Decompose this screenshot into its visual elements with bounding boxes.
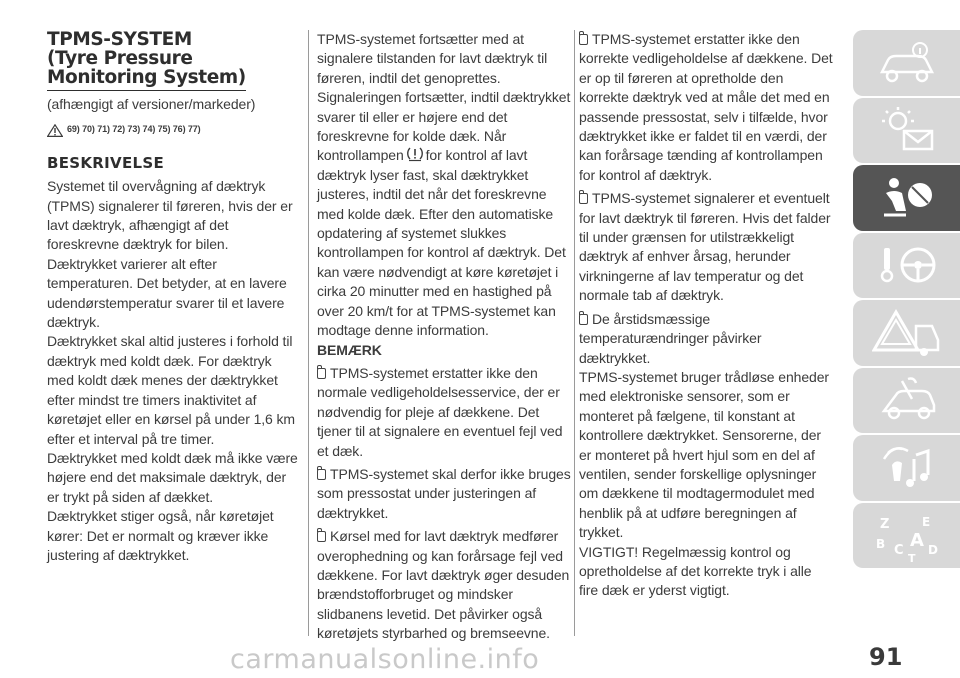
chapter-tabs xyxy=(853,30,960,570)
emergency-icon xyxy=(872,306,942,360)
paragraph: Systemet til overvågning af dæktryk (TPMS) signalerer til føreren, hvis der er lavt dæktryk, afhængigt af det foreskrevne dæktryk for bilen. xyxy=(47,178,293,253)
note-item: TPMS-systemet erstatter ikke den normale vedligeholdelsesservice, der er nødvendig for pleje af dækkene. Det tjener til at signalere en eventuel fejl ved et dæk. xyxy=(317,364,563,459)
index-letter: A xyxy=(909,530,924,552)
car-info-icon xyxy=(872,36,942,90)
paragraph: TPMS-systemet fortsætter med at signalere tilstanden for lavt dæktryk til føreren, indtil det genoprettes. Signaleringen fortsætter, indtil dæktrykket svarer til eller er højere end det foreskrevne for kolde dæk. Når kontrollampen for kontrol af lavt dæktryk lyser fast, skal dæktrykket justeres, indtil det når det foreskrevne med kolde dæk. Efter den automatiske opdatering af systemet slukkes kontrollampen for kontrol af dæktryk. Det kan være nødvendigt at køre køretøjet i cirka 20 minutter med en hastighed på over 20 km/t for at TPMS-systemet kan modtage denne information. xyxy=(317,31,571,339)
index-icon xyxy=(872,508,942,562)
tab-warning-lights[interactable] xyxy=(853,98,960,164)
tab-car-info[interactable] xyxy=(853,30,960,96)
bullet-icon xyxy=(317,531,326,542)
section-title: TPMS-SYSTEM (Tyre Pressure Monitoring System) xyxy=(47,30,246,91)
paragraph: VIGTIGT! Regelmæssig kontrol og opretholdelse af det korrekte tryk i alle fire dæk er yderst vigtigt. xyxy=(579,543,812,599)
note-item: De årstidsmæssige temperaturændringer påvirker dæktrykket. xyxy=(579,310,762,366)
subtitle: (afhængigt af versioner/markeder) xyxy=(47,96,256,112)
safety-airbag-icon xyxy=(872,171,942,225)
paragraph: Dæktrykket skal altid justeres i forhold til dæktryk med koldt dæk. For dæktryk med koldt dæk menes der dæktrykket efter mindst tre timers inaktivitet af køretøjet eller en kørsel på under 1,6 km efter et interval på tre timer. xyxy=(47,333,295,447)
warning-triangle-icon xyxy=(47,124,63,137)
column-divider xyxy=(574,30,575,636)
paragraph: Dæktrykket med koldt dæk må ikke være højere end det maksimale dæktryk, der er trykt på siden af dækket. xyxy=(47,449,298,505)
note-item: Kørsel med for lavt dæktryk medfører overophedning og kan forårsage fejl ved dækkene. For lavt dæktryk øger desuden brændstofforbruget og mindsker slidbanens levetid. Det påvirker også køretøjets styrbarhed og bremseevne. xyxy=(317,528,570,642)
warning-lights-icon xyxy=(872,103,942,157)
column-right xyxy=(579,30,833,601)
index-letter: Z xyxy=(879,517,889,533)
maintenance-icon xyxy=(872,373,942,427)
column-left xyxy=(47,30,299,565)
bullet-icon xyxy=(579,193,588,204)
tab-maintenance[interactable] xyxy=(853,368,960,434)
page-number: 91 xyxy=(869,643,903,671)
multimedia-icon xyxy=(872,441,942,495)
tab-safety[interactable] xyxy=(853,165,960,231)
tab-emergency[interactable] xyxy=(853,300,960,366)
bullet-icon xyxy=(579,34,588,45)
index-letter: C xyxy=(893,543,904,559)
tab-multimedia[interactable] xyxy=(853,435,960,501)
paragraph: Dæktrykket stiger også, når køretøjet kører: Det er normalt og kræver ikke justering af dæktrykket. xyxy=(47,508,274,563)
tab-index[interactable] xyxy=(853,503,960,569)
bullet-icon xyxy=(579,314,588,325)
description-heading: BESKRIVELSE xyxy=(47,153,165,172)
index-letter: D xyxy=(927,543,938,558)
bullet-icon xyxy=(317,368,326,379)
note-item: TPMS-systemet skal derfor ikke bruges som pressostat under justeringen af dæktrykket. xyxy=(317,465,571,521)
index-letter: B xyxy=(875,537,885,552)
index-letter: T xyxy=(907,552,916,563)
index-letter: E xyxy=(921,515,930,530)
paragraph: Dæktrykket varierer alt efter temperaturen. Det betyder, at en lavere udendørstemperatur svarer til et lavere dæktryk. xyxy=(47,255,287,331)
tpms-warning-lamp-icon xyxy=(406,146,424,162)
column-middle xyxy=(317,30,571,644)
note-label: BEMÆRK xyxy=(317,341,382,358)
watermark-text: carmanualsonline.info xyxy=(230,644,540,675)
bullet-icon xyxy=(317,469,326,480)
column-divider xyxy=(308,30,309,636)
reference-numbers: 69) 70) 71) 72) 73) 74) 75) 76) 77) xyxy=(67,124,201,135)
starting-driving-icon xyxy=(872,238,942,292)
warning-references xyxy=(47,120,299,139)
note-item: TPMS-systemet erstatter ikke den korrekte vedligeholdelse af dækkene. Det er op til føreren at opretholde den korrekte dæktryk ved at måle det med en passende pressostat, selv i tilfælde, hvor dæktrykket ikke er faldet til en værdi, der kan forårsage tænding af kontrollampen for kontrol af dæktryk. xyxy=(579,31,833,183)
tab-starting-driving[interactable] xyxy=(853,233,960,299)
note-item: TPMS-systemet signalerer et eventuelt for lavt dæktryk til føreren. Hvis det falder til under grænsen for utilstrækkeligt dæktryk af enhver årsag, herunder virkningerne af lav temperatur og det normale tab af dæktryk. xyxy=(579,190,831,304)
paragraph: TPMS-systemet bruger trådløse enheder med elektroniske sensorer, som er monteret på fælgene, til konstant at kontrollere dæktrykket. Sensorerne, der er monteret på hvert hjul som en del af ventilen, sender forskellige oplysninger om dækkene til modtagermodulet med henblik på at udføre beregningen af trykket. xyxy=(579,368,829,541)
